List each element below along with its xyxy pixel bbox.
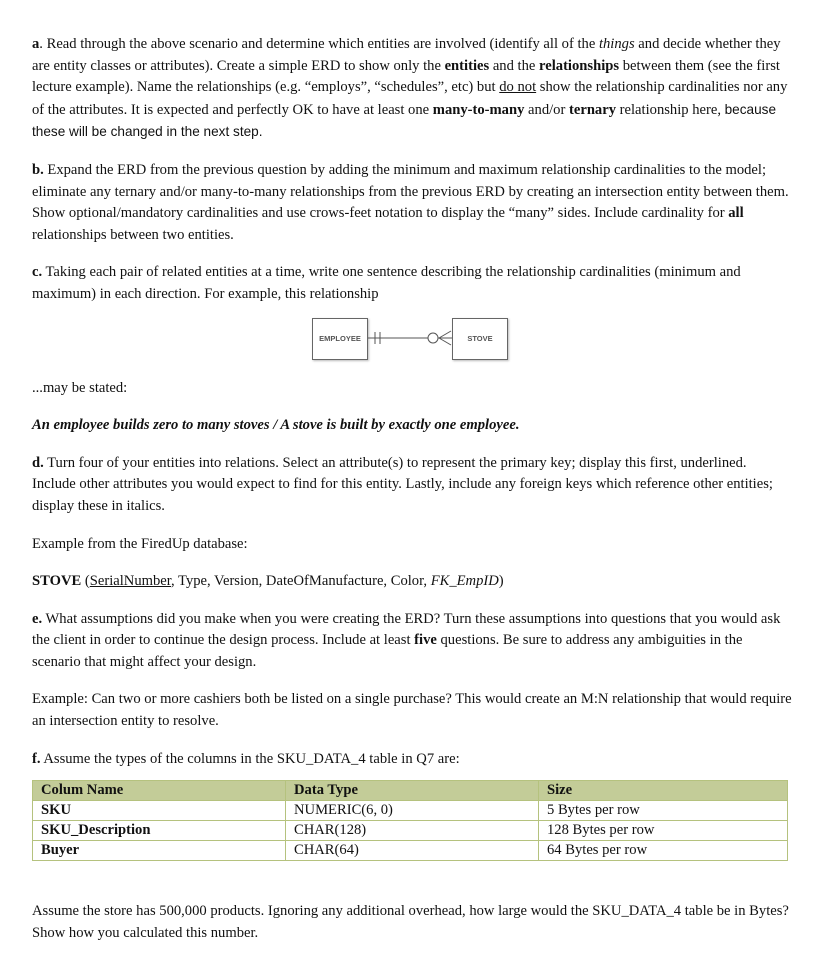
section-f — [32, 749, 792, 771]
ternary-emphasis: ternary — [569, 101, 617, 118]
table-cell: 64 Bytes per row — [539, 841, 788, 861]
section-d-text: Turn four of your entities into relations. Select an attribute(s) to represent the primary key; display this first, underlined. Include other attributes you would expect to find for this entity. Lastly, include any foreign keys which reference other entities; display these in italics. — [32, 454, 773, 514]
header-cell: Data Type — [286, 781, 539, 801]
table-cell: 5 Bytes per row — [539, 801, 788, 821]
section-d-label: d. — [32, 454, 44, 471]
section-c-label: c. — [32, 264, 43, 281]
table-cell: CHAR(64) — [286, 841, 539, 861]
table-cell: SKU_Description — [33, 821, 286, 841]
table-cell: CHAR(128) — [286, 821, 539, 841]
table-cell: NUMERIC(6, 0) — [286, 801, 539, 821]
section-b-label: b. — [32, 161, 44, 178]
section-e-text: What assumptions did you make when you were creating the ERD? Turn these assumptions into questions that you would ask the client in order to continue the design process. Include at least — [32, 610, 781, 649]
table-row — [33, 821, 788, 841]
section-f-text: Assume the types of the columns in the SKU_DATA_4 table in Q7 are: — [40, 750, 460, 767]
stove-entity-box — [452, 318, 508, 360]
stove-relation — [32, 571, 792, 593]
closing-question: Assume the store has 500,000 products. Ignoring any additional overhead, how large would the SKU_DATA_4 table be in Bytes? Show how you calculated this number. — [32, 903, 789, 941]
section-b — [32, 160, 792, 246]
example-sentence-text: An employee builds zero to many stoves / A stove is built by exactly one employee. — [32, 417, 520, 434]
section-e-example: Example: Can two or more cashiers both be listed on a single purchase? This would create an M:N relationship that would require an intersection entity to resolve. — [32, 691, 792, 730]
erd-example-diagram — [32, 312, 792, 366]
section-d — [32, 453, 792, 518]
section-a-text: and/or — [524, 101, 569, 118]
section-a — [32, 34, 792, 144]
section-b-text: Expand the ERD from the previous question by adding the minimum and maximum relationship cardinalities to the model; eliminate any ternary and/or many-to-many relationships from the previous ERD by creating an intersection entity between them. Show optional/mandatory cardinalities and use crows-feet notation to display the “many” sides. Include cardinality for — [32, 161, 789, 222]
many-to-many-emphasis: many-to-many — [432, 101, 525, 118]
table-row — [33, 841, 788, 861]
section-e-label: e. — [32, 610, 43, 627]
section-e-text: questions. Be sure to address any ambiguities in the scenario that might affect your design. — [32, 632, 743, 670]
relation-attributes: , Type, Version, DateOfManufacture, Color, — [171, 573, 431, 590]
assignment-document — [32, 34, 792, 944]
five-emphasis: five — [414, 632, 437, 649]
section-e — [32, 609, 792, 674]
section-a-label: a — [32, 36, 40, 52]
section-a-text: . Read through the above scenario and determine which entities are involved (identify all of the — [39, 36, 599, 52]
example-sentence — [32, 415, 792, 437]
all-emphasis: all — [728, 205, 744, 222]
relation-paren: ) — [498, 573, 504, 590]
relationships-emphasis: relationships — [539, 57, 620, 74]
section-c-text: Taking each pair of related entities at a time, write one sentence describing the relationship cardinalities (minimum and maximum) in each direction. For example, this relationship — [32, 264, 741, 302]
example-intro: Example from the FiredUp database: — [32, 535, 248, 552]
section-a-text: and decide whether they are entity classes or attributes). Create a simple ERD to show only the — [32, 36, 781, 74]
section-a-text: between them (see the first lecture example). Name the relationships (e.g. “employs”, “schedules”, etc) but — [32, 57, 780, 96]
crow-foot-mark — [439, 338, 451, 345]
section-a-text-sans: because these will be changed in the next step. — [32, 101, 777, 140]
column-types-table — [32, 780, 788, 861]
table-row — [33, 801, 788, 821]
may-be-stated: ...may be stated: — [32, 379, 128, 396]
relationship-line — [32, 312, 792, 366]
relation-paren: ( — [81, 573, 90, 590]
foreign-key: FK_EmpID — [430, 573, 499, 590]
section-f-label: f. — [32, 750, 41, 767]
table-cell: SKU — [33, 801, 286, 821]
table-cell: Buyer — [33, 841, 286, 861]
crow-foot-mark — [439, 331, 451, 338]
things-emphasis: things — [598, 36, 635, 52]
section-b-text: relationships between two entities. — [32, 226, 234, 243]
section-a-text: relationship here, — [616, 101, 725, 118]
relation-name: STOVE — [32, 573, 82, 590]
header-cell: Size — [539, 781, 788, 801]
employee-entity-label: EMPLOYEE — [319, 333, 361, 343]
primary-key: SerialNumber — [89, 573, 172, 590]
section-a-text: and the — [489, 57, 540, 74]
entities-emphasis: entities — [444, 57, 490, 74]
zero-circle-mark — [428, 333, 438, 343]
section-a-text: show the relationship cardinalities nor any of the attributes. It is expected and perfectly OK to have at least one — [32, 79, 788, 118]
do-not-emphasis: do not — [499, 79, 537, 96]
section-c — [32, 262, 792, 305]
stove-entity-label: STOVE — [467, 333, 493, 343]
header-cell: Colum Name — [33, 781, 286, 801]
table-cell: 128 Bytes per row — [539, 821, 788, 841]
table-header-row — [33, 781, 788, 801]
